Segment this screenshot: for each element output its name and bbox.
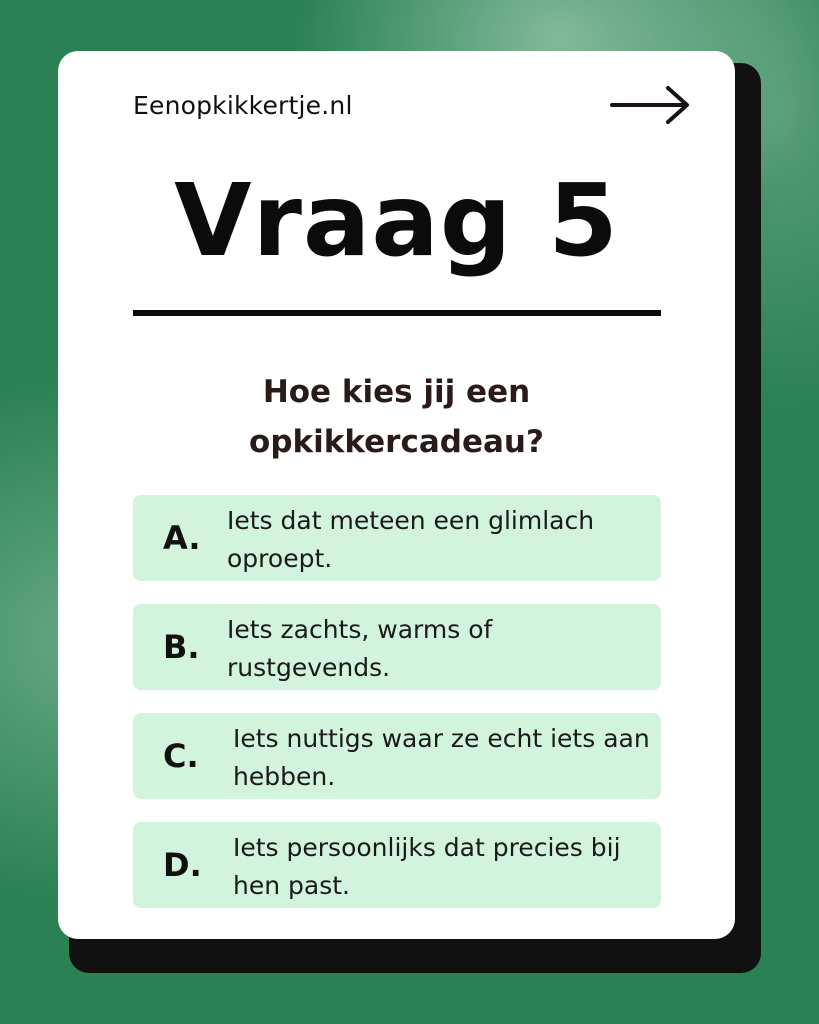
option-text: Iets persoonlijks dat precies bij hen past. bbox=[233, 833, 621, 900]
option-c[interactable] bbox=[133, 713, 661, 799]
option-letter: A. bbox=[163, 519, 201, 557]
option-letter: C. bbox=[163, 737, 199, 775]
option-a[interactable] bbox=[133, 495, 661, 581]
question-text: Hoe kies jij een opkikkercadeau? bbox=[249, 374, 544, 460]
option-d[interactable] bbox=[133, 822, 661, 908]
arrow-right-icon[interactable] bbox=[610, 85, 692, 125]
page-title: Vraag 5 bbox=[174, 162, 619, 279]
option-text: Iets dat meteen een glimlach oproept. bbox=[227, 506, 595, 573]
option-text: Iets zachts, warms of rustgevends. bbox=[227, 615, 493, 682]
site-name[interactable]: Eenopkikkertje.nl bbox=[133, 91, 353, 120]
option-text: Iets nuttigs waar ze echt iets aan hebben. bbox=[233, 724, 650, 791]
option-letter: D. bbox=[163, 846, 202, 884]
option-letter: B. bbox=[163, 628, 200, 666]
title-divider bbox=[133, 310, 661, 316]
option-b[interactable] bbox=[133, 604, 661, 690]
quiz-card bbox=[58, 51, 735, 939]
